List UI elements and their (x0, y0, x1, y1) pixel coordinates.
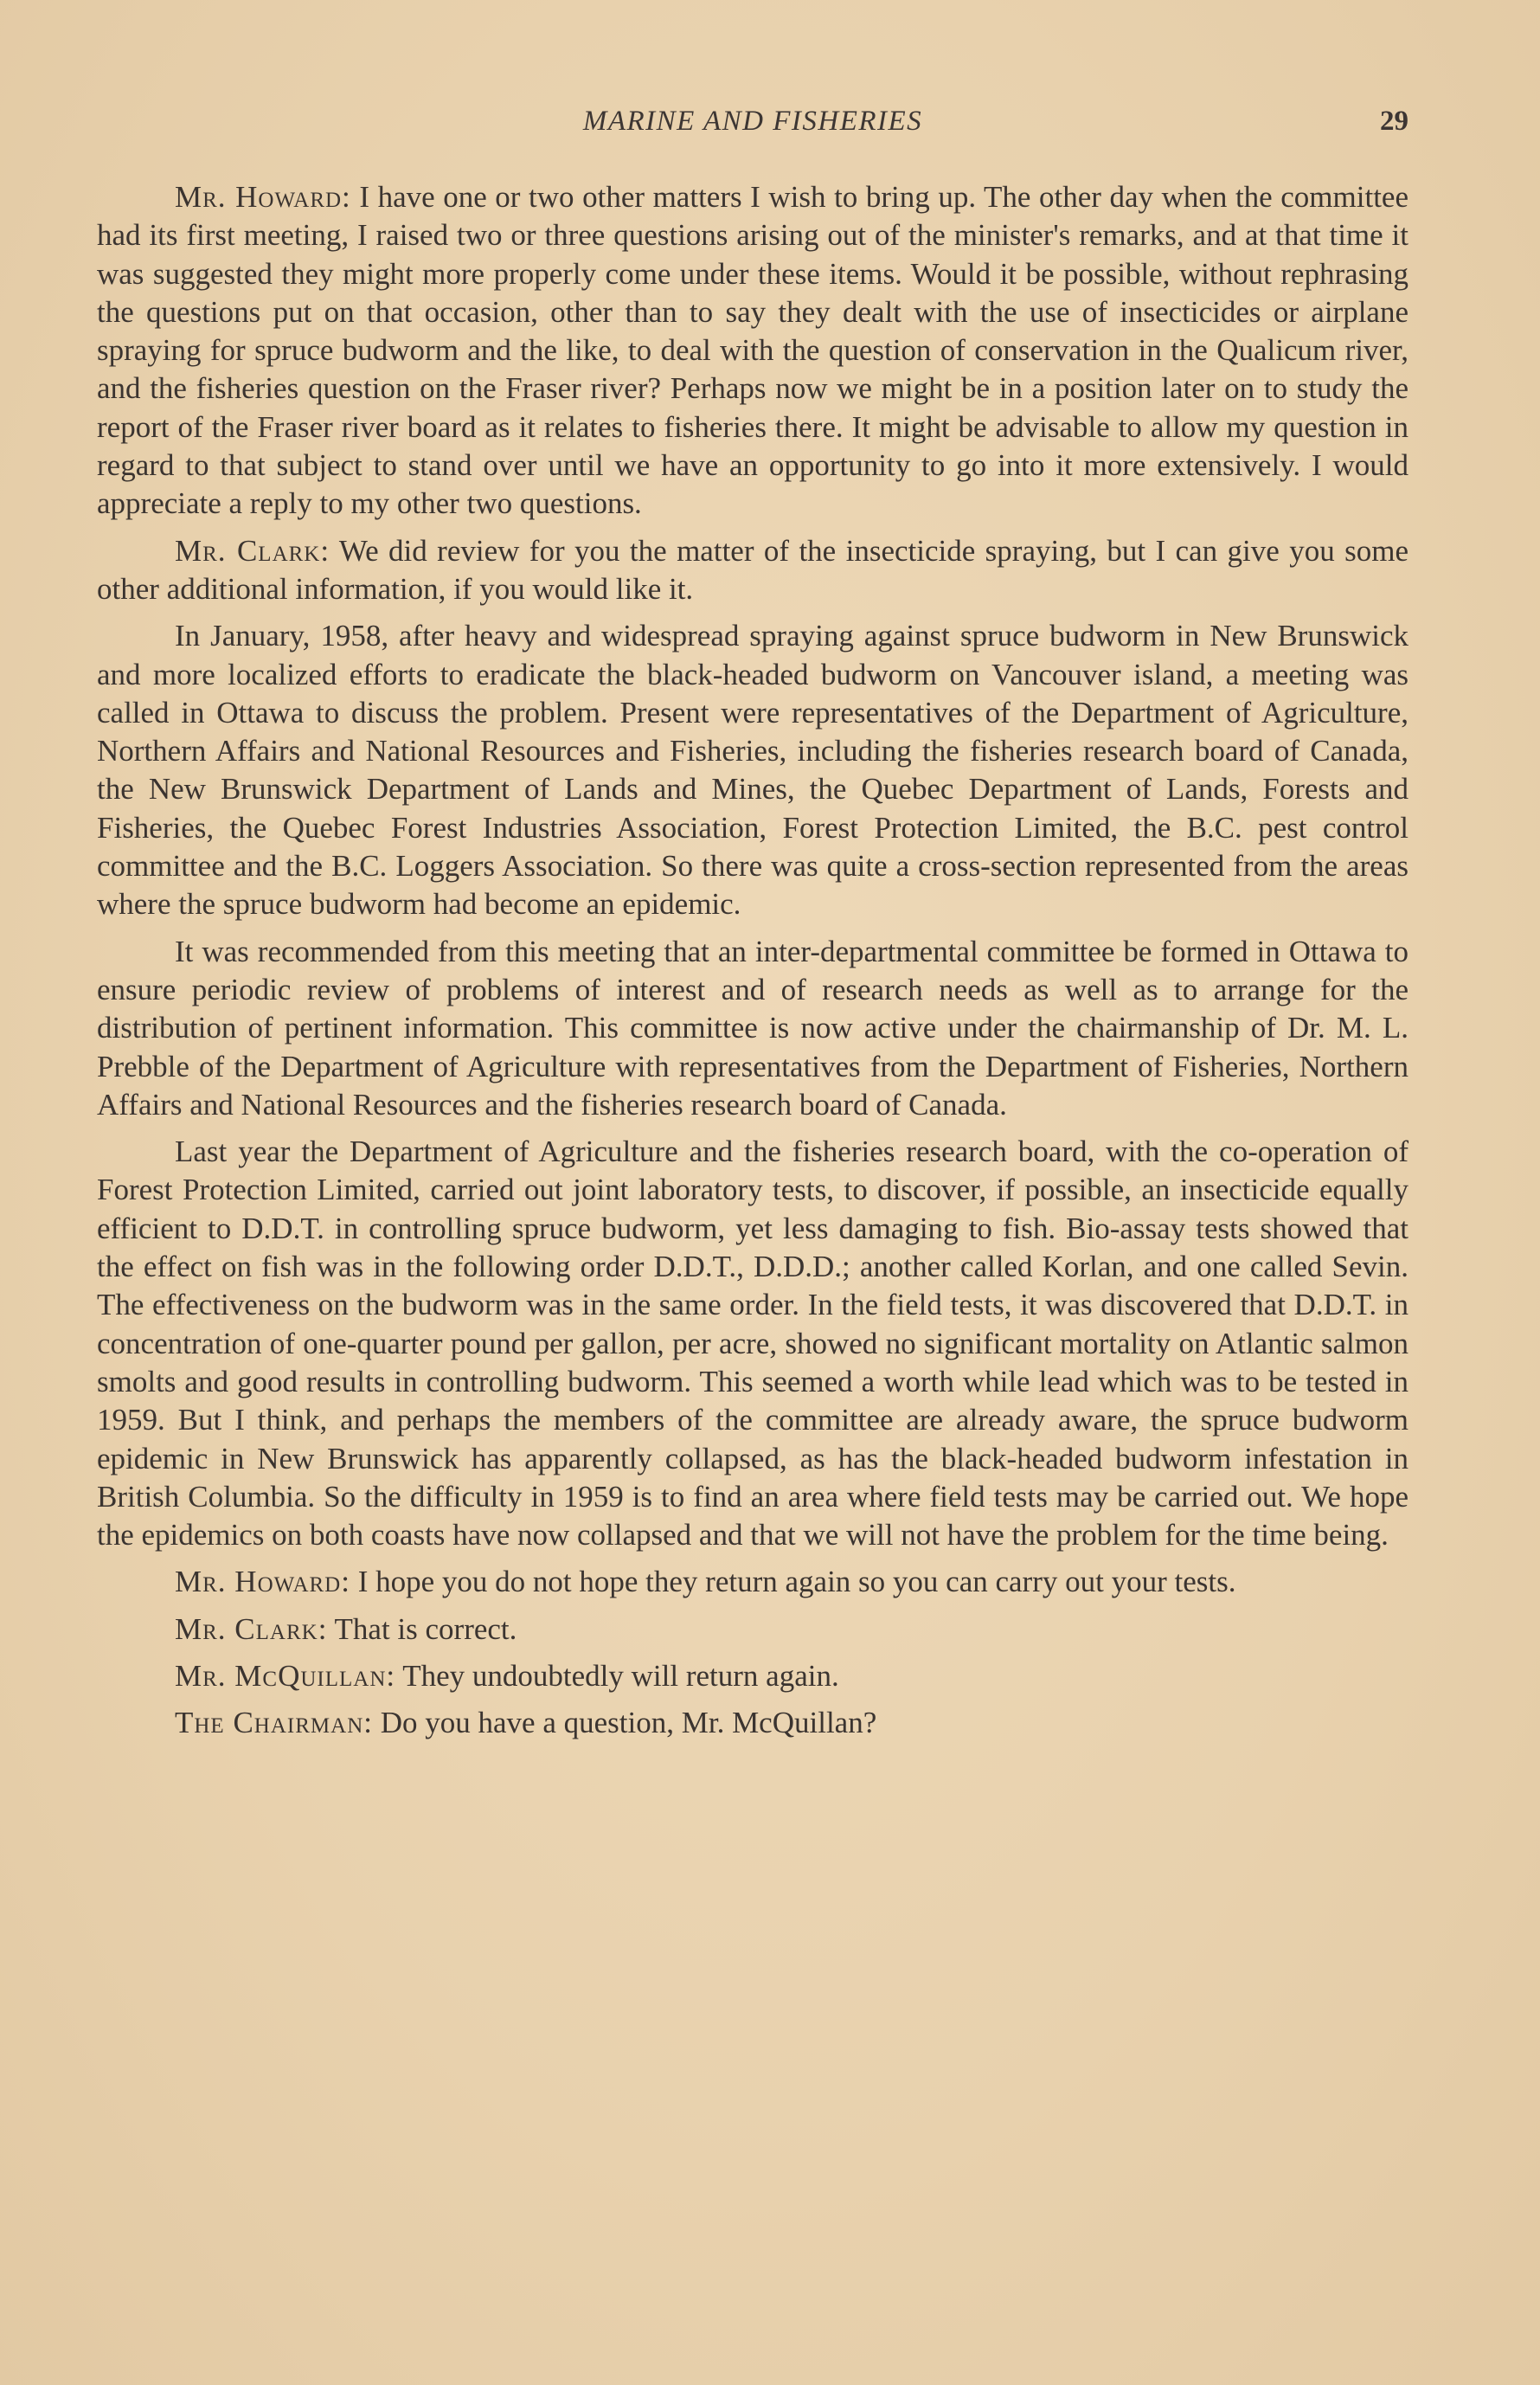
paragraph-text: That is correct. (327, 1611, 517, 1646)
paragraph-text: They undoubtedly will return again. (395, 1658, 839, 1693)
speaker-name: Mr. Howard: (175, 1565, 350, 1599)
running-header (97, 106, 1408, 149)
paragraph-january-meeting (97, 617, 1408, 923)
paragraph-laboratory-tests (97, 1133, 1408, 1554)
paragraph-text: In January, 1958, after heavy and widespread spraying against spruce budworm in New Brunswick and more localized efforts to eradicate the black-headed budworm on Vancouver island, a meeting was called in Ottawa to discuss the problem. Present were representatives of the Department of Agriculture, Northern Affairs and National Resources and Fisheries, including the fisheries research board of Canada, the New Brunswick Department of Lands and Mines, the Quebec Department of Lands, Forests and Fisheries, the Quebec Forest Industries Association, Forest Protection Limited, the B.C. pest control committee and the B.C. Loggers Association. So there was quite a cross-section represented from the areas where the spruce budworm had become an epidemic. (97, 619, 1408, 922)
running-title: MARINE AND FISHERIES (582, 106, 923, 137)
paragraph-text: It was recommended from this meeting that an inter-departmental committee be formed in Ottawa to ensure periodic review of problems of interest and of research needs as well as to arrange for the distribution of pertinent information. This committee is now active under the chairmanship of Dr. M. L. Prebble of the Department of Agriculture with representatives from the Department of Fisheries, Northern Affairs and National Resources and the fisheries research board of Canada. (97, 934, 1408, 1122)
paragraph-mcquillan (97, 1657, 1408, 1695)
speaker-name: Mr. McQuillan: (175, 1658, 396, 1693)
paragraph-text: We did review for you the matter of the insecticide spraying, but I can give you some other additional information, if you would like it. (97, 533, 1408, 606)
speaker-name: The Chairman: (175, 1706, 373, 1740)
page-number: 29 (1380, 106, 1408, 137)
paragraph-clark-correct (97, 1610, 1408, 1649)
paragraph-text: Do you have a question, Mr. McQuillan? (372, 1706, 877, 1740)
paragraph-text: I hope you do not hope they return again so you can carry out your tests. (350, 1565, 1236, 1599)
speaker-name: Mr. Clark: (175, 1611, 328, 1646)
speaker-name: Mr. Clark: (175, 533, 330, 568)
speaker-name: Mr. Howard: (175, 180, 351, 214)
paragraph-clark-reply (97, 532, 1408, 609)
paragraph-committee-recommendation (97, 933, 1408, 1124)
paragraph-text: I have one or two other matters I wish to bring up. The other day when the committee had its first meeting, I raised two or three questions arising out of the minister's remarks, and at that time it was suggested they might more properly come under these items. Would it be possible, without rephrasing the questions put on that occasion, other than to say they dealt with the use of insecticides or airplane spraying for spruce budworm and the like, to deal with the question of conservation in the Qualicum river, and the fisheries question on the Fraser river? Perhaps now we might be in a position later on to study the report of the Fraser river board as it relates to fisheries there. It might be advisable to allow my question in regard to that subject to stand over until we have an opportunity to go into it more extensively. I would appreciate a reply to my other two questions. (97, 180, 1408, 521)
paragraph-chairman (97, 1704, 1408, 1742)
paragraph-howard-return (97, 1563, 1408, 1601)
paragraph-howard-question (97, 178, 1408, 524)
paragraph-text: Last year the Department of Agriculture and the fisheries research board, with the co-operation of Forest Protection Limited, carried out joint laboratory tests, to discover, if possible, an insecticide equally efficient to D.D.T. in controlling spruce budworm, yet less damaging to fish. Bio-assay tests showed that the effect on fish was in the following order D.D.T., D.D.D.; another called Korlan, and one called Sevin. The effectiveness on the budworm was in the same order. In the field tests, it was discovered that D.D.T. in concentration of one-quarter pound per gallon, per acre, showed no significant mortality on Atlantic salmon smolts and good results in controlling budworm. This seemed a worth while lead which was to be tested in 1959. But I think, and perhaps the members of the committee are already aware, the spruce budworm epidemic in New Brunswick has apparently collapsed, as has the black-headed budworm infestation in British Columbia. So the difficulty in 1959 is to find an area where field tests may be carried out. We hope the epidemics on both coasts have now collapsed and that we will not have the problem for the time being. (97, 1135, 1408, 1552)
body-text (97, 178, 1408, 1752)
